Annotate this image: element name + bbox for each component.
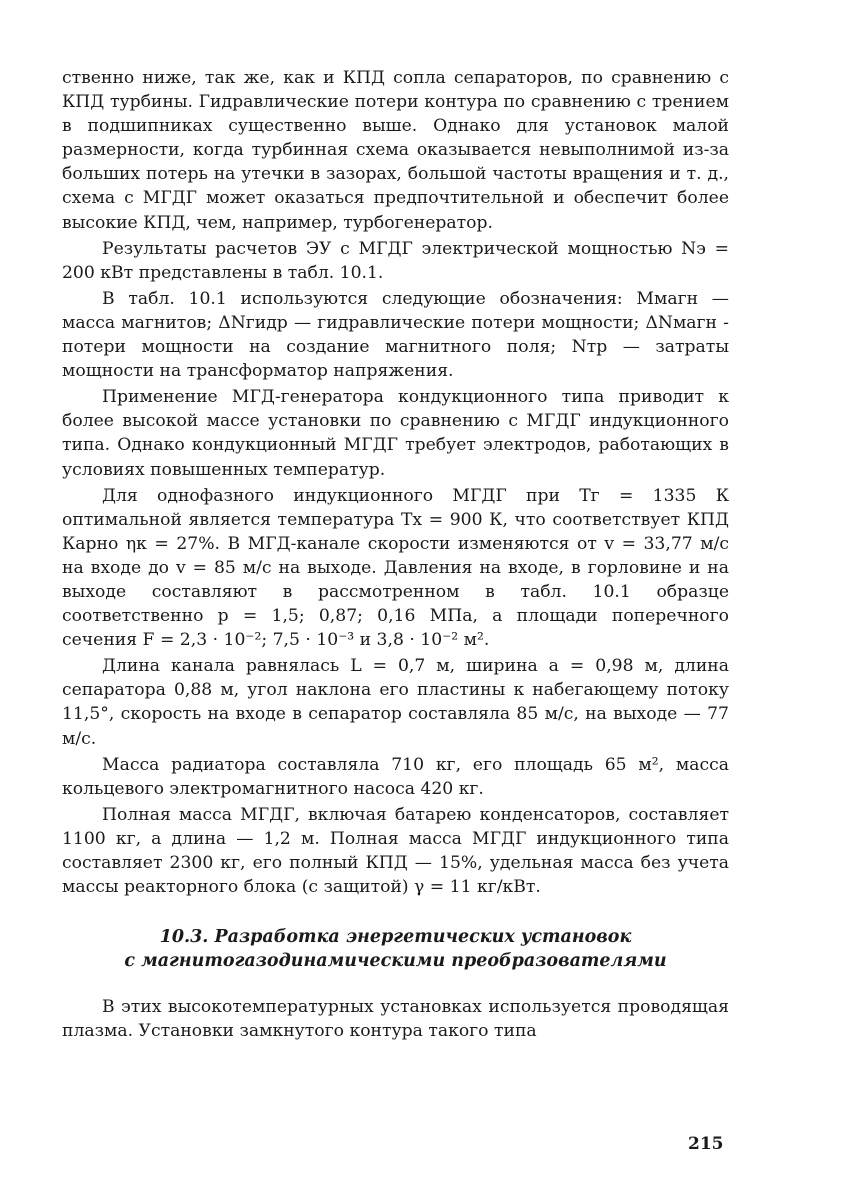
paragraph-6: Длина канала равнялась L = 0,7 м, ширина a = 0,98 м, длина сепаратора 0,88 м, угол наклона его пластины к набегающему потоку 11,5°, скорость на входе в сепаратор составляла 85 м/с, на выходе — 77 м/с. <box>62 656 729 749</box>
section-heading-line-2: с магнитогазодинамическими преобразователями <box>124 951 667 972</box>
page-number: 215 <box>688 1134 724 1154</box>
paragraph-5: Для однофазного индукционного МГДГ при Tг = 1335 К оптимальной является температура Tх = 900 К, что соответствует КПД Карно ηк = 27%. В МГД-канале скорости изменяются от v = 33,77 м/с на входе до v = 85 м/с на выходе. Давления на входе, в горловине и на выходе составляют в рассмотренном в табл. 10.1 образце соответственно p = 1,5; 0,87; 0,16 МПа, а площади поперечного сечения F = 2,3 · 10⁻²; 7,5 · 10⁻³ и 3,8 · 10⁻² м². <box>62 485 729 651</box>
paragraph-3: В табл. 10.1 используются следующие обозначения: Mмагн — масса магнитов; ΔNгидр — гидравлические потери мощности; ΔNмагн - потери мощности на создание магнитного поля; Nтр — затраты мощности на трансформатор напряжения. <box>62 288 729 382</box>
section-heading <box>62 925 729 973</box>
section-paragraph-1: В этих высокотемпературных установках используется проводящая плазма. Установки замкнутого контура такого типа <box>62 997 729 1042</box>
section-heading-line-1: 10.3. Разработка энергетических установок <box>159 927 632 948</box>
paragraph-7: Масса радиатора составляла 710 кг, его площадь 65 м², масса кольцевого электромагнитного насоса 420 кг. <box>62 754 729 799</box>
paragraph-8: Полная масса МГДГ, включая батарею конденсаторов, составляет 1100 кг, а длина — 1,2 м. Полная масса МГДГ индукционного типа составляет 2300 кг, его полный КПД — 15%, удельная масса без учета массы реакторного блока (с защитой) γ = 11 кг/кВт. <box>62 804 729 898</box>
paragraph-1: ственно ниже, так же, как и КПД сопла сепараторов, по сравнению с КПД турбины. Гидравлические потери контура по сравнению с трением в подшипниках существенно выше. Однако для установок малой размерности, когда турбинная схема оказывается невыполнимой из-за больших потерь на утечки в зазорах, большой частоты вращения и т. д., схема с МГДГ может оказаться предпочтительной и обеспечит более высокие КПД, чем, например, турбогенератор. <box>62 68 729 233</box>
paragraph-2: Результаты расчетов ЭУ с МГДГ электрической мощностью Nэ = 200 кВт представлены в табл. 10.1. <box>62 238 729 283</box>
paragraph-4: Применение МГД-генератора кондукционного типа приводит к более высокой массе установки по сравнению с МГДГ индукционного типа. Однако кондукционный МГДГ требует электродов, работающих в условиях повышенных температур. <box>62 387 729 480</box>
section-text <box>62 995 729 1043</box>
body-text <box>62 66 729 899</box>
